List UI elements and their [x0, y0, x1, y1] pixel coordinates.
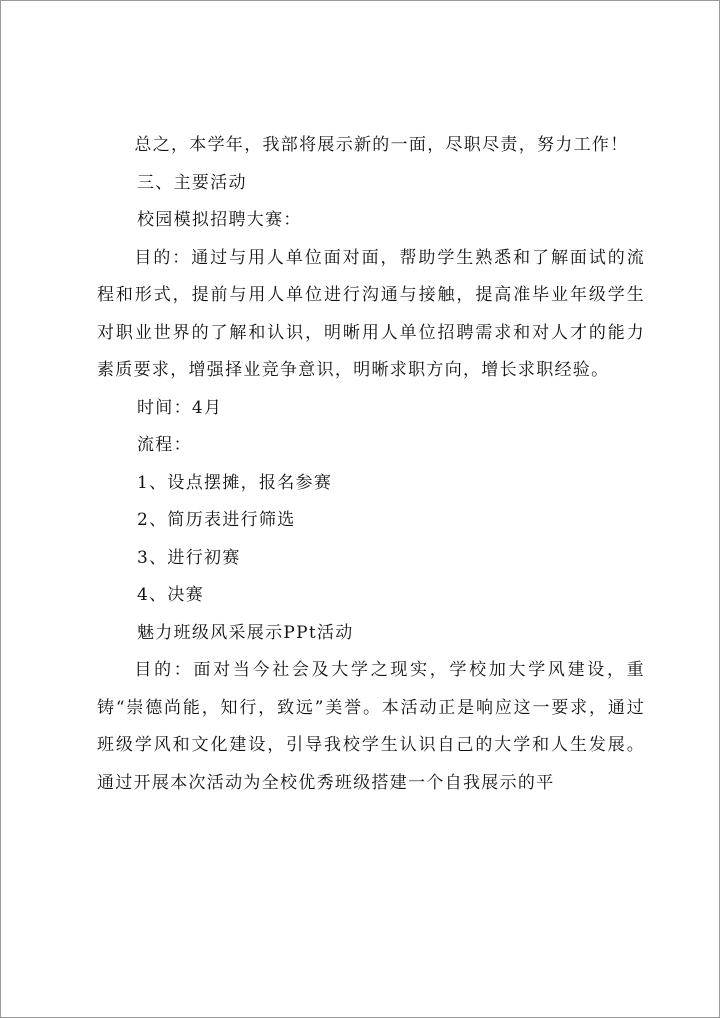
process-step-1: 1、设点摆摊，报名参赛	[137, 472, 333, 493]
process-step-3: 3、进行初赛	[137, 547, 241, 568]
section-heading-main-activities: 三、主要活动	[137, 172, 247, 193]
process-step-4: 4、决赛	[137, 585, 205, 605]
process-step-2: 2、简历表进行筛选	[137, 510, 296, 530]
paragraph-purpose-showcase: 目的：面对当今社会及大学之现实，学校加大学风建设，重铸“崇德尚能，知行，致远”美誉。本活动正是响应这一要求，通过班级学风和文化建设，引导我校学生认识自己的大学和人生发展。通过开展本次活动为全校优秀班级搭建一个自我展示的平	[97, 660, 645, 793]
process-heading: 流程：	[137, 435, 192, 455]
paragraph-purpose-recruitment: 目的：通过与用人单位面对面，帮助学生熟悉和了解面试的流程和形式，提前与用人单位进行沟通与接触，提高准毕业年级学生对职业世界的了解和认识，明晰用人单位招聘需求和对人才的能力素质要求，增强择业竞争意识，明晰求职方向，增长求职经验。	[97, 247, 645, 380]
activity-time: 时间：4月	[137, 397, 223, 418]
activity-title-class-showcase: 魅力班级风采展示PPt活动	[137, 622, 354, 643]
activity-title-mock-recruitment: 校园模拟招聘大赛：	[137, 210, 302, 230]
document-body	[97, 127, 645, 802]
paragraph-summary: 总之，本学年，我部将展示新的一面，尽职尽责，努力工作！	[134, 135, 629, 155]
